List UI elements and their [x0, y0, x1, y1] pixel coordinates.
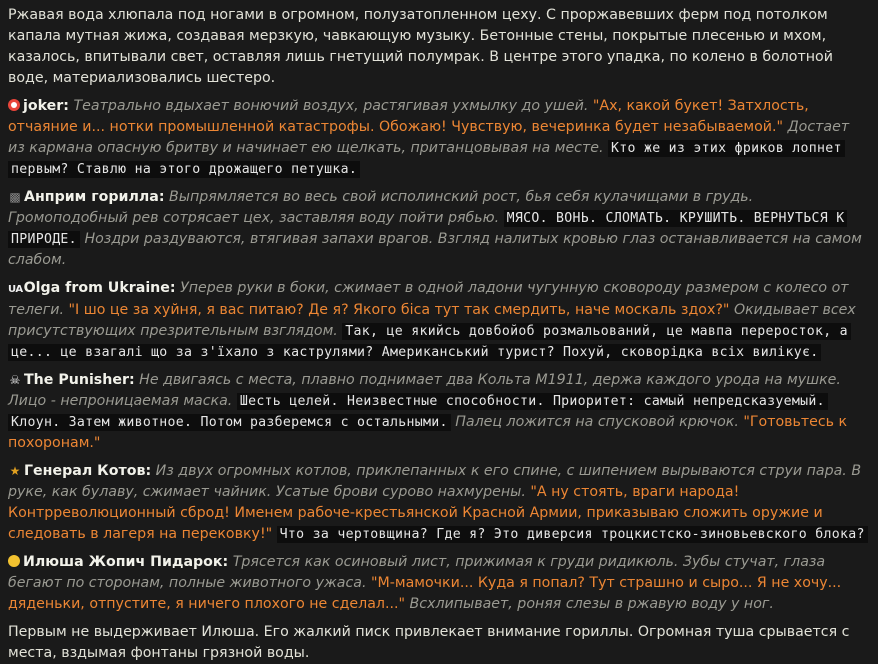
inline-code-thought: Шесть целей. Неизвестные способности. Приоритет: самый непредсказуемый. Клоун. Затем животное. Потом разберемся с остальными. — [8, 393, 828, 431]
action-text: Выпрямляется во весь свой исполинский рост, бья себя кулачищами в грудь. Громоподобный рев сотрясает цех, заставляя воду пойти рябью. — [8, 189, 754, 226]
medal-icon: ★ — [9, 464, 21, 478]
action-text: Уперев руки в боки, сжимает в одной ладони чугунную сковороду размером с колесо от телеги. — [8, 280, 849, 318]
character-name: Анприм горилла: — [24, 189, 165, 205]
entry-olga — [8, 278, 868, 363]
action-text: Окидывает всех присутствующих презрительным взглядом. — [8, 302, 856, 339]
action-text: Палец ложится на спусковой крючок. — [455, 414, 739, 430]
inline-code-thought: МЯСО. ВОНЬ. СЛОМАТЬ. КРУШИТЬ. ВЕРНУТЬСЯ К ПРИРОДЕ. — [8, 210, 847, 248]
action-text: Из двух огромных котлов, приклепанных к его спине, с шипением вырываются струи пара. В руке, как булаву, сжимает чайник. Усатые брови сурово нахмурены. — [8, 463, 862, 500]
character-name: Генерал Котов: — [24, 463, 152, 479]
entry-kotov — [8, 461, 868, 545]
intro-paragraph: Ржавая вода хлюпала под ногами в огромном, полузатопленном цеху. С проржавевших ферм под потолком капала мутная жижа, создавая мерзкую, чавкающую музыку. Бетонные стены, покрытые плесенью и мхом, казалось, впитывали свет, оставляя лишь гнетущий полумрак. В центре этого упадка, по колено в болотной воде, материализовались шестеро. — [8, 7, 833, 86]
speech-text: "Готовьтесь к похоронам." — [8, 414, 848, 451]
speech-text: "А ну стоять, враги народа! Контрреволюционный сброд! Именем рабоче-крестьянской Красной Армии, приказываю сложить оружие и следовать в лагеря на перековку!" — [8, 484, 823, 542]
action-text: Ноздри раздуваются, втягивая запахи врагов. Взгляд налитых кровью глаз останавливается на самом слабом. — [8, 231, 862, 268]
gorilla-icon: ▩ — [9, 190, 21, 204]
character-name: joker: — [23, 98, 69, 114]
inline-code-thought: Так, це якийсь довбойоб розмальований, це мавпа переросток, а це... це взагалі що за з'їхало з каструлями? Американський турист? Похуй, сковорідка всіх вилікує. — [8, 323, 851, 361]
action-text: Театрально вдыхает вонючий воздух, растягивая ухмылку до ушей. — [73, 98, 589, 114]
worried-face-icon — [8, 555, 20, 567]
ukraine-flag-icon: UA — [8, 284, 23, 295]
action-text: Достает из кармана опасную бритву и начинает ею щелкать, пританцовывая на месте. — [8, 119, 850, 156]
speech-text: "Ах, какой букет! Затхлость, отчаяние и... нотки промышленной катастрофы. Обожаю! Чувствую, вечеринка будет незабываемой." — [8, 98, 809, 135]
outro-paragraph: Первым не выдерживает Илюша. Его жалкий писк привлекает внимание гориллы. Огромная туша срывается с места, вздымая фонтаны грязной воды. — [8, 624, 850, 661]
entry-gorilla — [8, 187, 868, 271]
inline-code-thought: Кто же из этих фриков лопнет первым? Ставлю на этого дрожащего петушка. — [8, 140, 845, 178]
entry-ilyusha — [8, 552, 868, 615]
action-text: Трясется как осиновый лист, прижимая к груди ридикюль. Зубы стучат, глаза бегают по сторонам, полные животного ужаса. — [8, 554, 826, 591]
clown-face-icon — [8, 99, 20, 111]
inline-code-thought: Что за чертовщина? Где я? Это диверсия троцкистско-зиновьевского блока? — [277, 526, 868, 543]
speech-text: "І шо це за хуйня, я вас питаю? Де я? Якого біса тут так смердить, наче москаль здох?" — [68, 302, 730, 318]
action-text: Не двигаясь с места, плавно поднимает два Кольта M1911, держа каждого урода на мушке. Лицо - непроницаемая маска. — [8, 372, 841, 409]
speech-text: "М-мамочки... Куда я попал? Тут страшно и сыро... Я не хочу... дяденьки, отпустите, я ничего плохого не сделал..." — [8, 575, 842, 612]
entry-punisher — [8, 370, 868, 454]
entry-joker — [8, 96, 868, 180]
skull-icon: ☠ — [9, 373, 21, 387]
action-text: Всхлипывает, роняя слезы в ржавую воду у ног. — [409, 596, 774, 612]
character-name: Olga from Ukraine: — [23, 280, 176, 296]
character-name: Илюша Жопич Пидарок: — [23, 554, 229, 570]
character-name: The Punisher: — [24, 372, 135, 388]
